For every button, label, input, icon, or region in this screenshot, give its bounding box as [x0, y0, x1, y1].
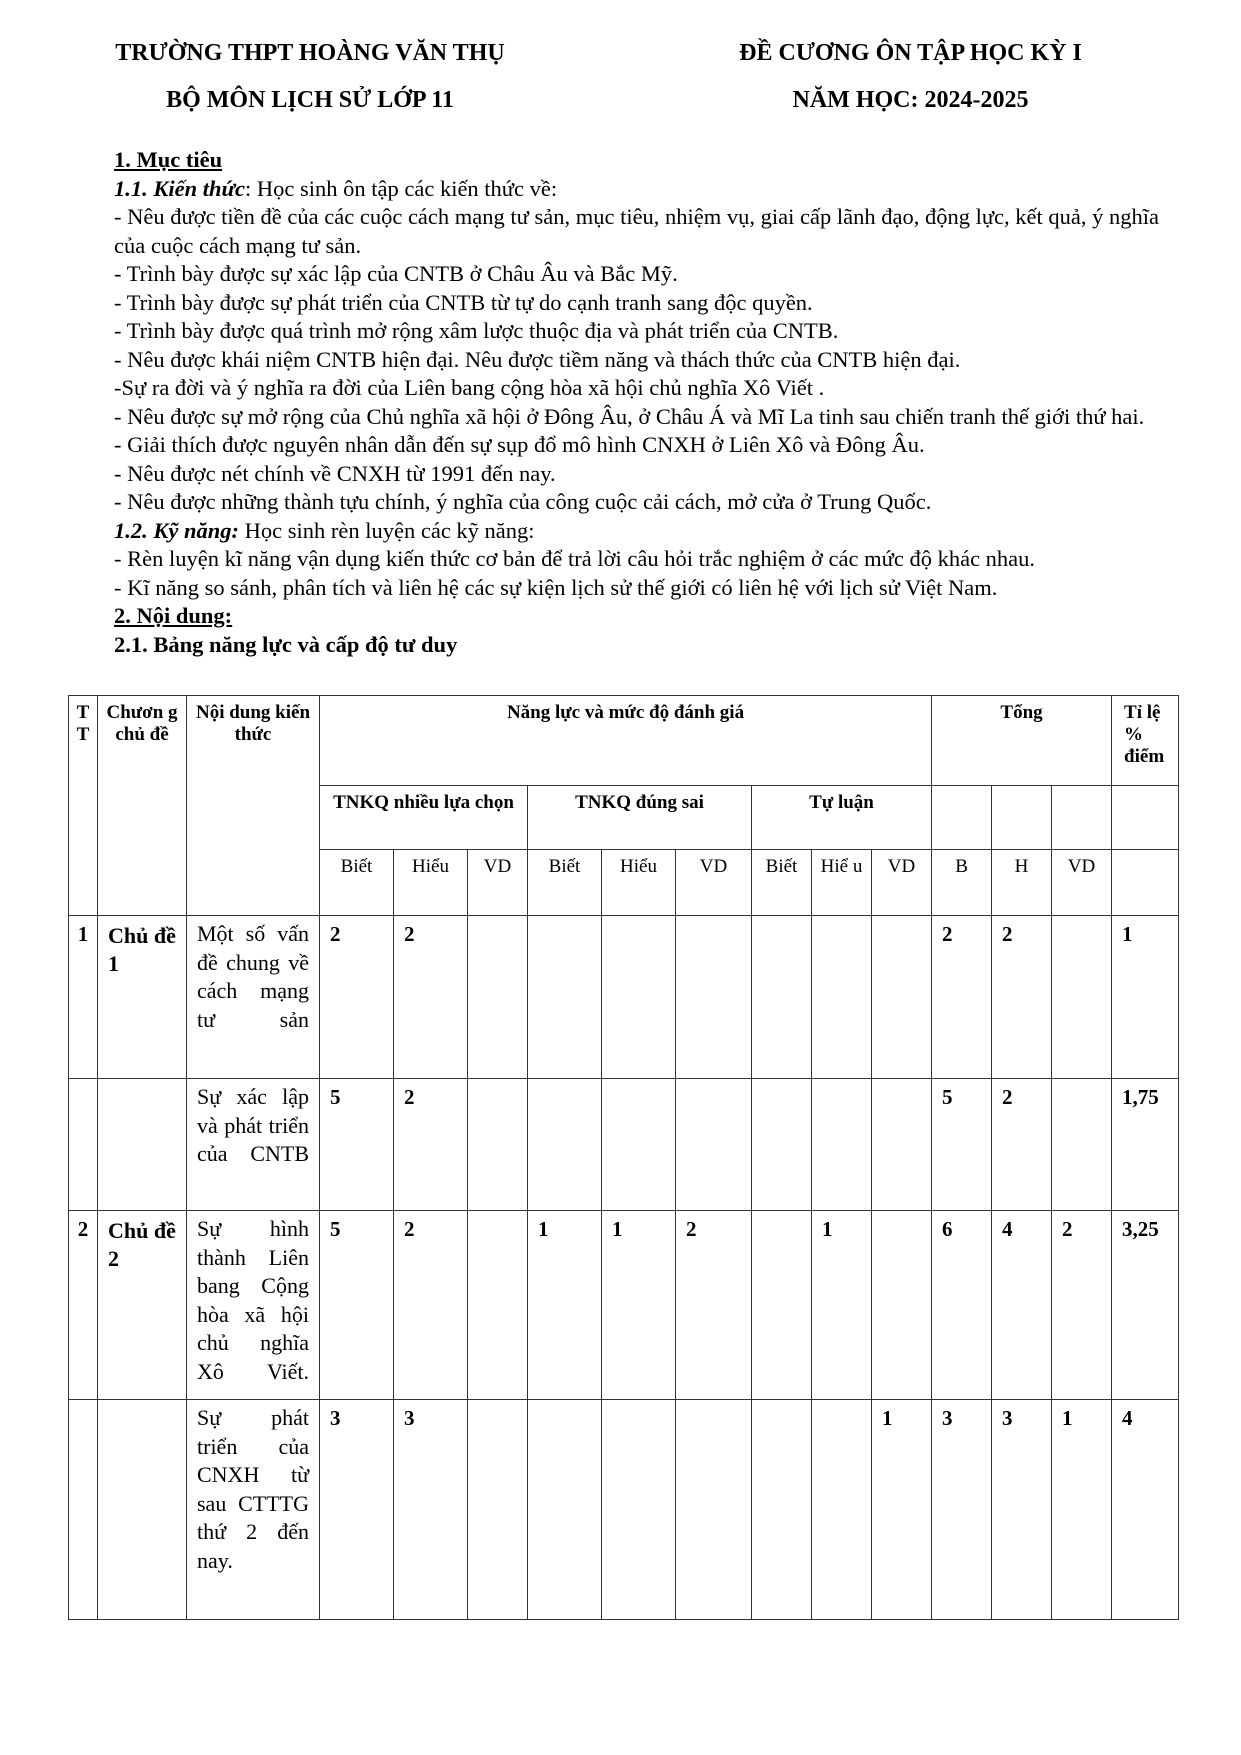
knowledge-item: - Nêu được những thành tựu chính, ý nghĩa của công cuộc cải cách, mở cửa ở Trung Quốc. [114, 489, 932, 514]
knowledge-intro [114, 175, 1174, 204]
subheader-cell: H [992, 850, 1052, 916]
row-topic [98, 1079, 187, 1211]
skills-intro [114, 517, 1174, 546]
cell-value: 1 [1052, 1400, 1112, 1620]
cell-value: 2 [992, 1079, 1052, 1211]
cell-value: 2 [394, 1079, 468, 1211]
cell-value [872, 916, 932, 1079]
row-tt: 2 [69, 1211, 98, 1400]
cell-value [602, 916, 676, 1079]
table-row [69, 916, 1179, 1079]
row-topic: Chủ đề 1 [98, 916, 187, 1079]
cell-value [872, 1079, 932, 1211]
cell-value [676, 1400, 752, 1620]
knowledge-item: -Sự ra đời và ý nghĩa ra đời của Liên bang cộng hòa xã hội chủ nghĩa Xô Viết . [114, 375, 825, 400]
cell-value [872, 1211, 932, 1400]
cell-value: 2 [992, 916, 1052, 1079]
cell-ratio: 4 [1112, 1400, 1179, 1620]
subheader-cell: Biết [320, 850, 394, 916]
cell-value [1052, 1079, 1112, 1211]
cell-value [752, 916, 812, 1079]
subheader-cell: VD [1052, 850, 1112, 916]
empty-cell [1052, 786, 1112, 850]
group-true-false: TNKQ đúng sai [528, 786, 752, 850]
competency-table [68, 695, 1179, 1620]
header-tt: T T [69, 696, 98, 916]
subheader-cell: Hiể u [812, 850, 872, 916]
cell-value [676, 916, 752, 1079]
cell-value: 1 [528, 1211, 602, 1400]
cell-value: 1 [602, 1211, 676, 1400]
row-content: Sự hình thành Liên bang Cộng hòa xã hội chủ nghĩa Xô Viết. [187, 1211, 320, 1400]
row-tt: 1 [69, 916, 98, 1079]
cell-value [752, 1400, 812, 1620]
cell-value: 2 [932, 916, 992, 1079]
empty-cell [932, 786, 992, 850]
subheader-cell: VD [676, 850, 752, 916]
row-content: Một số vấn đề chung về cách mạng tư sản [187, 916, 320, 1079]
row-tt [69, 1400, 98, 1620]
cell-value: 5 [320, 1079, 394, 1211]
cell-value: 3 [394, 1400, 468, 1620]
cell-value [528, 916, 602, 1079]
empty-cell [992, 786, 1052, 850]
table-row [69, 1079, 1179, 1211]
document-body [114, 146, 1174, 659]
cell-value: 5 [320, 1211, 394, 1400]
cell-ratio: 1 [1112, 916, 1179, 1079]
knowledge-item: - Nêu được nét chính về CNXH từ 1991 đến nay. [114, 460, 556, 486]
cell-value: 3 [932, 1400, 992, 1620]
cell-value: 1 [812, 1211, 872, 1400]
cell-ratio: 3,25 [1112, 1211, 1179, 1400]
knowledge-item: - Nêu được khái niệm CNTB hiện đại. Nêu được tiềm năng và thách thức của CNTB hiện đại. [114, 346, 961, 372]
section-2-title: 2. Nội dung: [114, 603, 233, 628]
cell-value: 2 [394, 1211, 468, 1400]
header-topic: Chươn g chủ đề [98, 696, 187, 916]
subheader-cell: Biết [528, 850, 602, 916]
cell-value: 3 [992, 1400, 1052, 1620]
table-header-row [69, 696, 1179, 786]
group-essay: Tự luận [752, 786, 932, 850]
knowledge-item: - Giải thích được nguyên nhân dẫn đến sự sụp đổ mô hình CNXH ở Liên Xô và Đông Âu. [114, 432, 925, 457]
cell-value [752, 1079, 812, 1211]
skills-item: - Rèn luyện kĩ năng vận dụng kiến thức cơ bản để trả lời câu hỏi trắc nghiệm ở các mức độ khác nhau. [114, 546, 1036, 571]
cell-value [602, 1079, 676, 1211]
cell-value: 4 [992, 1211, 1052, 1400]
skills-item: - Kĩ năng so sánh, phân tích và liên hệ các sự kiện lịch sử thế giới có liên hệ với lịch sử Việt Nam. [114, 574, 998, 600]
knowledge-item: - Trình bày được sự xác lập của CNTB ở Châu Âu và Bắc Mỹ. [114, 261, 678, 286]
cell-value [812, 1079, 872, 1211]
row-tt [69, 1079, 98, 1211]
school-year: NĂM HỌC: 2024-2025 [792, 87, 1029, 113]
row-content: Sự phát triển của CNXH từ sau CTTTG thứ 2 đến nay. [187, 1400, 320, 1620]
empty-cell [1112, 850, 1179, 916]
cell-value [602, 1400, 676, 1620]
skills-label: 1.2. Kỹ năng: [114, 517, 240, 543]
section-1-title: 1. Mục tiêu [114, 147, 223, 172]
subheader-cell: B [932, 850, 992, 916]
knowledge-item: - Nêu được sự mở rộng của Chủ nghĩa xã hội ở Đông Âu, ở Châu Á và Mĩ La tinh sau chiến tranh thế giới thứ hai. [114, 403, 1145, 429]
header-total: Tổng [932, 696, 1112, 786]
row-content: Sự xác lập và phát triển của CNTB [187, 1079, 320, 1211]
subheader-cell: VD [872, 850, 932, 916]
cell-value [752, 1211, 812, 1400]
cell-value: 3 [320, 1400, 394, 1620]
cell-value: 2 [676, 1211, 752, 1400]
header-competency: Năng lực và mức độ đánh giá [320, 696, 932, 786]
table-row [69, 1400, 1179, 1620]
subheader-cell: Hiểu [602, 850, 676, 916]
row-topic: Chủ đề 2 [98, 1211, 187, 1400]
cell-ratio: 1,75 [1112, 1079, 1179, 1211]
cell-value [812, 916, 872, 1079]
knowledge-item: - Trình bày được sự phát triển của CNTB từ tự do cạnh tranh sang độc quyền. [114, 289, 813, 315]
cell-value: 6 [932, 1211, 992, 1400]
subheader-cell: VD [468, 850, 528, 916]
knowledge-item: - Trình bày được quá trình mở rộng xâm lược thuộc địa và phát triển của CNTB. [114, 318, 839, 343]
cell-value: 1 [872, 1400, 932, 1620]
document-header [0, 40, 1241, 114]
subheader-cell: Biết [752, 850, 812, 916]
cell-value [468, 1079, 528, 1211]
cell-value [468, 916, 528, 1079]
cell-value: 5 [932, 1079, 992, 1211]
empty-cell [1112, 786, 1179, 850]
department-name: BỘ MÔN LỊCH SỬ LỚP 11 [166, 87, 454, 113]
cell-value: 2 [394, 916, 468, 1079]
section-2-subtitle: 2.1. Bảng năng lực và cấp độ tư duy [114, 631, 458, 657]
school-name: TRƯỜNG THPT HOÀNG VĂN THỤ [115, 40, 505, 66]
knowledge-label: 1.1. Kiến thức [114, 175, 245, 201]
row-topic [98, 1400, 187, 1620]
knowledge-item: - Nêu được tiền đề của các cuộc cách mạng tư sản, mục tiêu, nhiệm vụ, giai cấp lãnh đạo, động lực, kết quả, ý nghĩa của cuộc cách mạng tư sản. [114, 204, 1159, 258]
cell-value: 2 [320, 916, 394, 1079]
cell-value: 2 [1052, 1211, 1112, 1400]
subheader-cell: Hiểu [394, 850, 468, 916]
group-multiple-choice: TNKQ nhiều lựa chọn [320, 786, 528, 850]
cell-value [812, 1400, 872, 1620]
header-ratio: Tỉ lệ % điểm [1112, 696, 1179, 786]
cell-value [528, 1079, 602, 1211]
table-row [69, 1211, 1179, 1400]
skills-intro-text: Học sinh rèn luyện các kỹ năng: [239, 517, 535, 543]
cell-value [468, 1400, 528, 1620]
knowledge-intro-text: : Học sinh ôn tập các kiến thức về: [245, 175, 558, 201]
cell-value [528, 1400, 602, 1620]
cell-value [468, 1211, 528, 1400]
document-title: ĐỀ CƯƠNG ÔN TẬP HỌC KỲ I [739, 40, 1082, 66]
cell-value [1052, 916, 1112, 1079]
header-content: Nội dung kiến thức [187, 696, 320, 916]
cell-value [676, 1079, 752, 1211]
